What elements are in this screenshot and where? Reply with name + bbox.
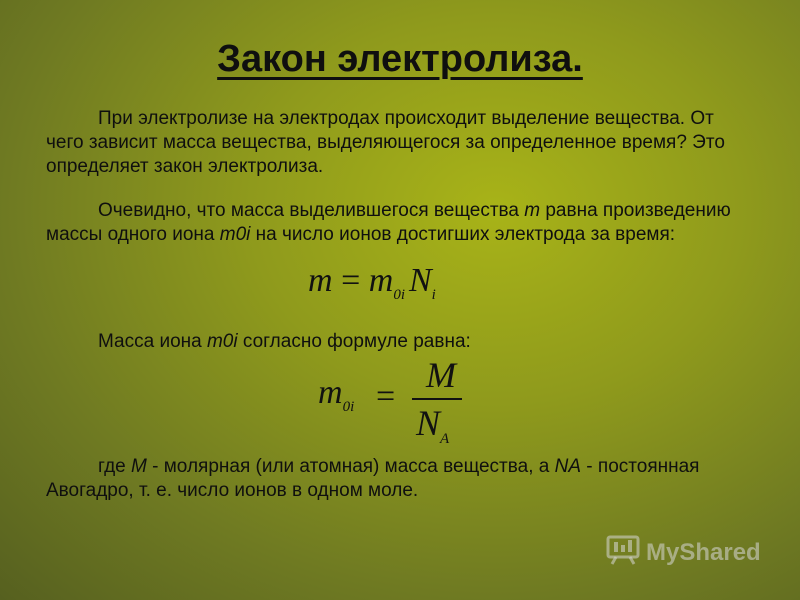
paragraph-ion-mass <box>46 330 746 354</box>
formula1-m: m <box>308 262 333 299</box>
paragraph-intro-text: При электролизе на электродах происходит выделение вещества. От чего зависит масса вещества, выделяющегося за определенное время? Это определяет закон электролиза. <box>46 108 725 177</box>
formula1-n: N <box>408 262 432 299</box>
paragraph-definitions-text-1: где <box>98 456 132 477</box>
var-NA: NA <box>554 456 582 477</box>
presentation-board-icon <box>606 535 640 572</box>
formula1-n-subscript: i <box>431 287 436 303</box>
paragraph-intro <box>46 107 746 179</box>
var-m0i: m0i <box>219 224 251 245</box>
formula2-lhs <box>318 374 355 415</box>
var-m: m <box>524 200 541 221</box>
paragraph-definitions-text-3: - постоянная Авогадро, т. е. число ионов в одном моле. <box>46 456 700 501</box>
formula2-m0-subscript: 0i <box>342 399 355 415</box>
fraction-bar <box>412 398 462 400</box>
formula2-m0: m <box>318 374 343 411</box>
paragraph-mass <box>46 199 746 247</box>
paragraph-definitions <box>46 455 746 503</box>
paragraph-ion-mass-text-1: Масса иона <box>98 331 207 352</box>
formula2-denominator <box>416 402 450 447</box>
paragraph-mass-text-2: равна произведению массы одного иона <box>46 200 731 245</box>
formula1-m0-subscript: 0i <box>393 287 405 303</box>
watermark-text: MyShared <box>646 539 761 566</box>
paragraph-mass-text-1: Очевидно, что масса выделившегося вещества <box>98 200 525 221</box>
watermark <box>606 536 761 570</box>
formula-ion-mass <box>318 356 488 448</box>
paragraph-definitions-text-2: - молярная (или атомная) масса вещества, а <box>146 456 555 477</box>
paragraph-ion-mass-text-2: согласно формуле равна: <box>237 331 471 352</box>
paragraph-mass-text-3: на число ионов достигших электрода за время: <box>250 224 676 245</box>
formula2-denominator-subscript: A <box>440 431 450 447</box>
slide-title: Закон электролиза. <box>217 38 583 80</box>
var-M: M <box>131 456 147 477</box>
formula1-m0: m <box>368 262 394 299</box>
var-m0i-2: m0i <box>206 331 238 352</box>
formula1-equals: = <box>332 262 369 299</box>
formula2-denominator-n: N <box>416 403 441 443</box>
formula2-equals: = <box>376 378 396 415</box>
formula2-numerator: M <box>426 355 456 395</box>
formula-mass-product <box>308 262 436 303</box>
